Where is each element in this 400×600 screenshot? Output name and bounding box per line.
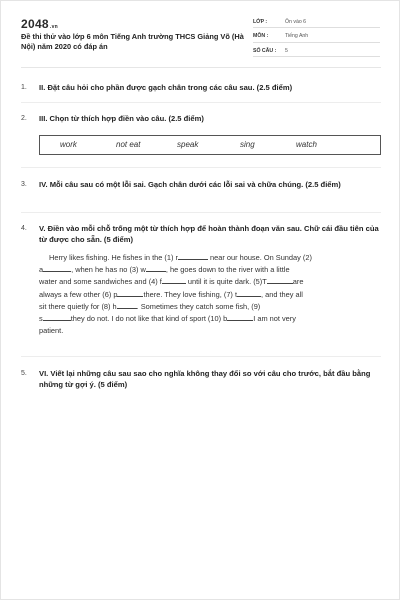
meta-label: LỚP : (253, 18, 268, 25)
passage-text: s they do not. I do not like that kind of sport (10) b I am not very (39, 313, 296, 323)
question-title: V. Điền vào mỗi chỗ trống một từ thích hợp để hoàn thành đoạn văn sau. Chữ cái đầu tiên của từ được cho sẵn. (5 điểm) (39, 224, 379, 244)
word-option: not eat (116, 140, 141, 149)
passage-line (39, 313, 381, 325)
passage-text: water and some sandwiches and (4) f until it is quite dark. (5)T are (39, 277, 304, 287)
meta-value: 5 (285, 47, 288, 54)
word-box (39, 135, 381, 155)
meta-row-class (253, 16, 380, 28)
passage-text: patient. (39, 326, 64, 336)
passage-line (39, 301, 381, 313)
blank-10[interactable] (227, 313, 253, 321)
passage-text: always a few other (6) p there. They love fishing, (7) t , and they all (39, 289, 303, 299)
question-divider (21, 356, 381, 357)
blank-2[interactable] (43, 264, 71, 272)
passage-line (39, 276, 381, 288)
question-3 (21, 179, 381, 190)
question-title: II. Đặt câu hỏi cho phần được gạch chân trong các câu sau. (2.5 điểm) (39, 83, 293, 92)
question-2 (21, 113, 381, 124)
question-number: 4. (21, 225, 27, 232)
fill-in-passage (39, 252, 381, 337)
passage-line (39, 289, 381, 301)
document-header (1, 1, 400, 65)
meta-value: Tiếng Anh (285, 33, 309, 39)
question-number: 3. (21, 181, 27, 188)
logo-text: 2048 (21, 17, 49, 31)
blank-6[interactable] (117, 289, 143, 297)
site-logo[interactable] (21, 17, 58, 31)
passage-line (39, 252, 381, 264)
meta-row-count (253, 45, 380, 57)
meta-value: Ôn vào 6 (285, 18, 307, 25)
question-1 (21, 82, 381, 93)
blank-1[interactable] (178, 252, 208, 260)
question-divider (21, 102, 381, 103)
meta-label: SỐ CÂU : (253, 47, 277, 54)
question-number: 5. (21, 370, 27, 377)
meta-row-subject (253, 31, 380, 43)
question-title: IV. Mỗi câu sau có một lỗi sai. Gạch chân dưới các lỗi sai và chữa chúng. (2.5 điểm) (39, 180, 341, 189)
question-divider (21, 212, 381, 213)
question-title: III. Chọn từ thích hợp điền vào câu. (2.5 điểm) (39, 114, 204, 123)
meta-label: MÔN : (253, 33, 269, 39)
word-option: work (60, 140, 77, 149)
blank-3[interactable] (146, 264, 166, 272)
question-4 (21, 223, 381, 245)
blank-5[interactable] (267, 276, 293, 284)
document-title: Đề thi thử vào lớp 6 môn Tiếng Anh trường THCS Giảng Võ (Hà Nội) năm 2020 có đáp án (21, 32, 244, 51)
question-5 (21, 368, 381, 390)
blank-9[interactable] (43, 313, 71, 321)
word-option: watch (296, 140, 317, 149)
question-number: 1. (21, 84, 27, 91)
passage-line (39, 264, 381, 276)
passage-text: a , when he has no (3) w , he goes down to the river with a little (39, 265, 290, 275)
question-number: 2. (21, 115, 27, 122)
blank-8[interactable] (117, 301, 137, 309)
passage-text: sit there quietly for (8) h . Sometimes they catch some fish, (9) (39, 301, 261, 311)
word-option: speak (177, 140, 199, 149)
word-option: sing (240, 140, 255, 149)
blank-7[interactable] (237, 289, 261, 297)
exam-meta (253, 16, 380, 60)
passage-text: Herry likes fishing. He fishes in the (1) r near our house. On Sunday (2) (49, 253, 312, 262)
question-title: VI. Viết lại những câu sau sao cho nghĩa không thay đổi so với câu cho trước, bắt đầu bằng những từ gợi ý. (5 điểm) (39, 369, 371, 389)
header-divider (21, 67, 381, 68)
passage-line (39, 325, 381, 337)
blank-4[interactable] (162, 276, 186, 284)
logo-suffix: .vn (49, 24, 59, 30)
question-divider (21, 167, 381, 168)
